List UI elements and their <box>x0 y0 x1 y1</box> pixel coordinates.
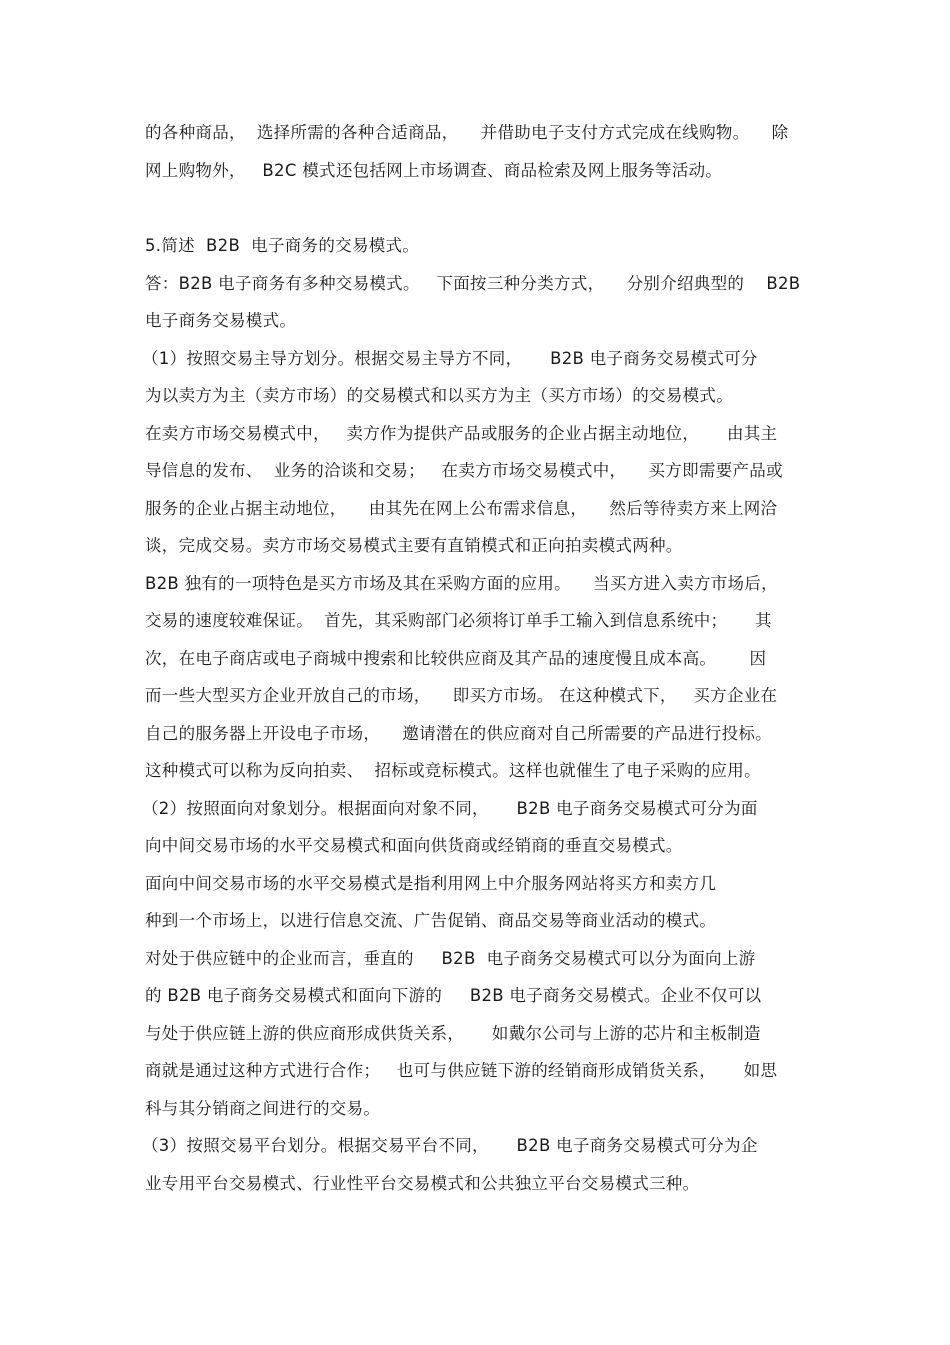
text-line: 科与其分销商之间进行的交易。 <box>145 1099 381 1118</box>
text-line: 对处于供应链中的企业而言，垂直的 B2B 电子商务交易模式可以分为面向上游 <box>145 949 756 968</box>
question-heading: 5.简述 B2B 电子商务的交易模式。 <box>145 236 420 255</box>
text-line: 面向中间交易市场的水平交易模式是指利用网上中介服务网站将买方和卖方几 <box>145 874 717 893</box>
text-line: （2）按照面向对象划分。根据面向对象不同， B2B 电子商务交易模式可分为面 <box>142 799 758 818</box>
text-line: 这种模式可以称为反向拍卖、 招标或竞标模式。这样也就催生了电子采购的应用。 <box>145 761 761 780</box>
text-line: 交易的速度较难保证。 首先，其采购部门必须将订单手工输入到信息系统中； 其 <box>145 611 772 630</box>
text-line: 网上购物外， B2C 模式还包括网上市场调查、商品检索及网上服务等活动。 <box>145 161 723 180</box>
text-line: 自己的服务器上开设电子市场， 邀请潜在的供应商对自己所需要的产品进行投标。 <box>145 724 772 743</box>
text-line: 的各种商品， 选择所需的各种合适商品， 并借助电子支付方式完成在线购物。 除 <box>145 123 789 142</box>
text-line: 答：B2B 电子商务有多种交易模式。 下面按三种分类方式， 分别介绍典型的 B2B <box>145 274 801 293</box>
text-line: 种到一个市场上，以进行信息交流、广告促销、商品交易等商业活动的模式。 <box>145 911 717 930</box>
text-line: B2B 独有的一项特色是买方市场及其在采购方面的应用。 当买方进入卖方市场后， <box>145 574 778 593</box>
text-line: 服务的企业占据主动地位， 由其先在网上公布需求信息， 然后等待卖方来上网洽 <box>145 499 778 518</box>
text-line: （3）按照交易平台划分。根据交易平台不同， B2B 电子商务交易模式可分为企 <box>142 1136 758 1155</box>
text-line: 而一些大型买方企业开放自己的市场， 即买方市场。 在这种模式下， 买方企业在 <box>145 686 778 705</box>
text-line: 向中间交易市场的水平交易模式和面向供货商或经销商的垂直交易模式。 <box>145 836 683 855</box>
text-line: 为以卖方为主（卖方市场）的交易模式和以买方为主（买方市场）的交易模式。 <box>145 386 733 405</box>
text-line: 商就是通过这种方式进行合作； 也可与供应链下游的经销商形成销货关系， 如思 <box>145 1061 778 1080</box>
text-line: 导信息的发布、 业务的洽谈和交易； 在卖方市场交易模式中， 买方即需要产品或 <box>145 461 783 480</box>
text-line: 在卖方市场交易模式中， 卖方作为提供产品或服务的企业占据主动地位， 由其主 <box>145 424 778 443</box>
text-line: 谈，完成交易。卖方市场交易模式主要有直销模式和正向拍卖模式两种。 <box>145 536 683 555</box>
text-line: （1）按照交易主导方划分。根据交易主导方不同， B2B 电子商务交易模式可分 <box>142 349 758 368</box>
text-line: 电子商务交易模式。 <box>145 311 297 330</box>
text-line: 的 B2B 电子商务交易模式和面向下游的 B2B 电子商务交易模式。企业不仅可以 <box>145 986 762 1005</box>
text-line: 业专用平台交易模式、行业性平台交易模式和公共独立平台交易模式三种。 <box>145 1174 700 1193</box>
text-line: 次，在电子商店或电子商城中搜索和比较供应商及其产品的速度慢且成本高。 因 <box>145 649 767 668</box>
text-line: 与处于供应链上游的供应商形成供货关系， 如戴尔公司与上游的芯片和主板制造 <box>145 1024 761 1043</box>
